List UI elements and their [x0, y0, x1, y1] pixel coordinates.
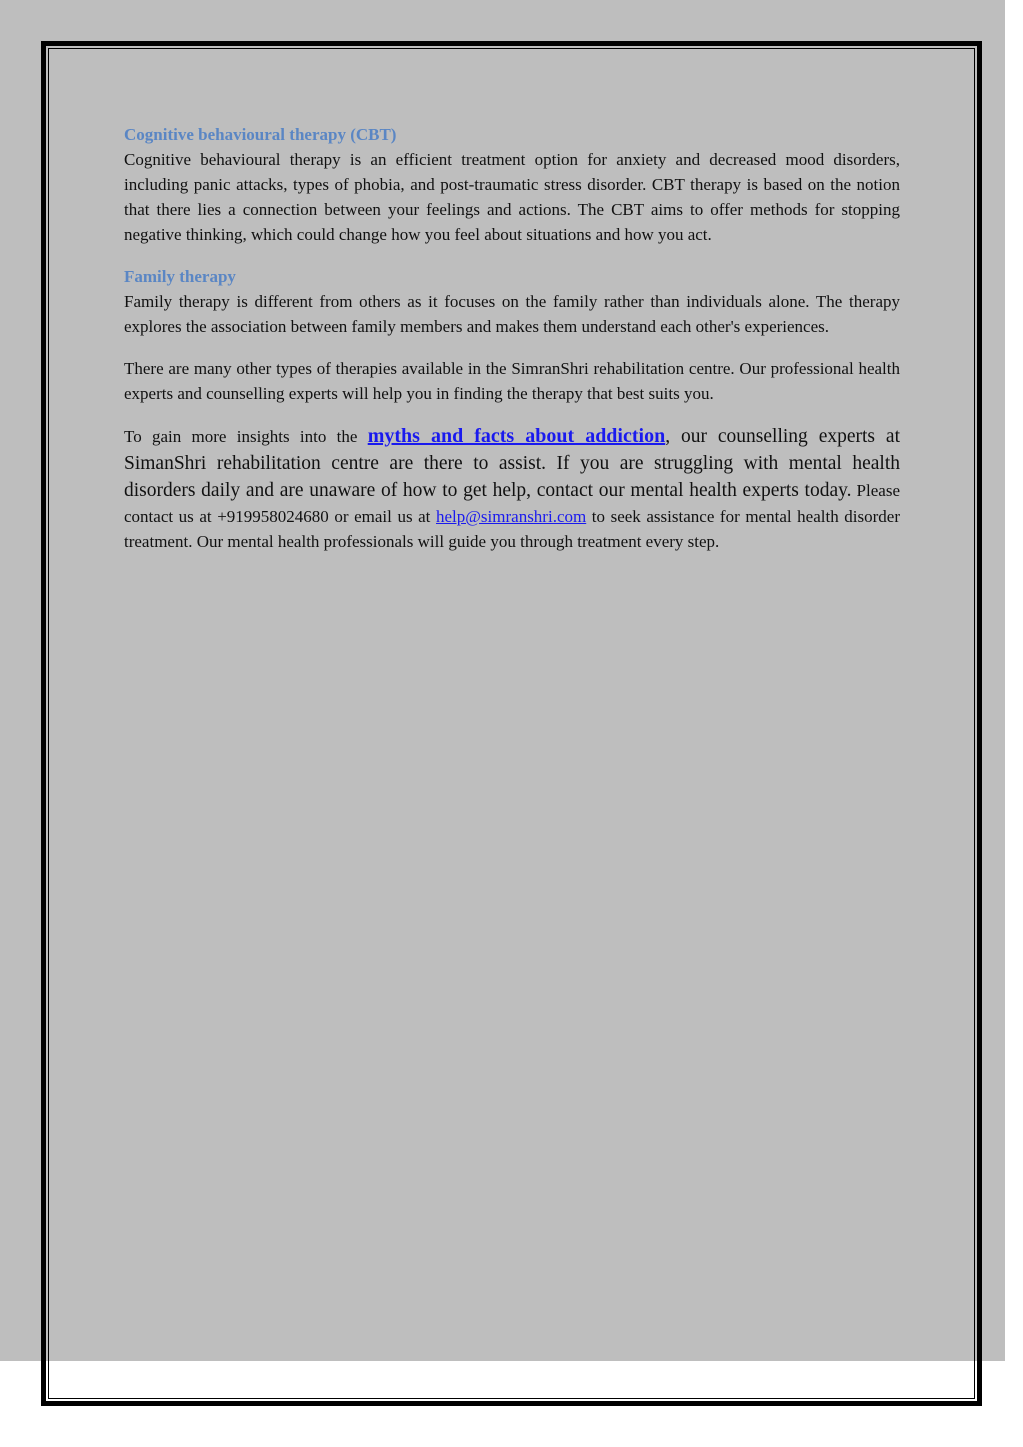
family-therapy-heading: Family therapy: [124, 267, 236, 286]
closing-paragraph: [124, 423, 900, 554]
cbt-heading: Cognitive behavioural therapy (CBT): [124, 125, 397, 144]
closing-contact-text: Please contact us at +919958024680 or email us at: [124, 481, 900, 526]
cbt-paragraph: Cognitive behavioural therapy is an efficient treatment option for anxiety and decreased mood disorders, including panic attacks, types of phobia, and post-traumatic stress disorder. CBT therapy is based on the notion that there lies a connection between your feelings and actions. The CBT aims to offer methods for stopping negative thinking, which could change how you feel about situations and how you act.: [124, 150, 900, 244]
myths-facts-link[interactable]: myths and facts about addiction: [367, 425, 666, 447]
closing-assist-text: , our counselling experts at SimanShri rehabilitation centre are there to assist. If you are struggling with mental health disorders daily and are unaware of how to get help, contact our mental health experts today.: [124, 426, 900, 501]
closing-final-text: to seek assistance for mental health disorder treatment. Our mental health professionals will guide you through treatment every step.: [124, 507, 900, 551]
email-link[interactable]: help@simranshri.com: [436, 507, 587, 526]
document-content: [124, 122, 900, 554]
family-therapy-paragraph: Family therapy is different from others as it focuses on the family rather than individuals alone. The therapy explores the association between family members and makes them understand each other's experiences.: [124, 292, 900, 336]
closing-intro: To gain more insights into the: [124, 427, 368, 446]
other-therapies-paragraph: There are many other types of therapies available in the SimranShri rehabilitation centre. Our professional health experts and counselling experts will help you in finding the therapy that best suits you.: [124, 359, 900, 403]
